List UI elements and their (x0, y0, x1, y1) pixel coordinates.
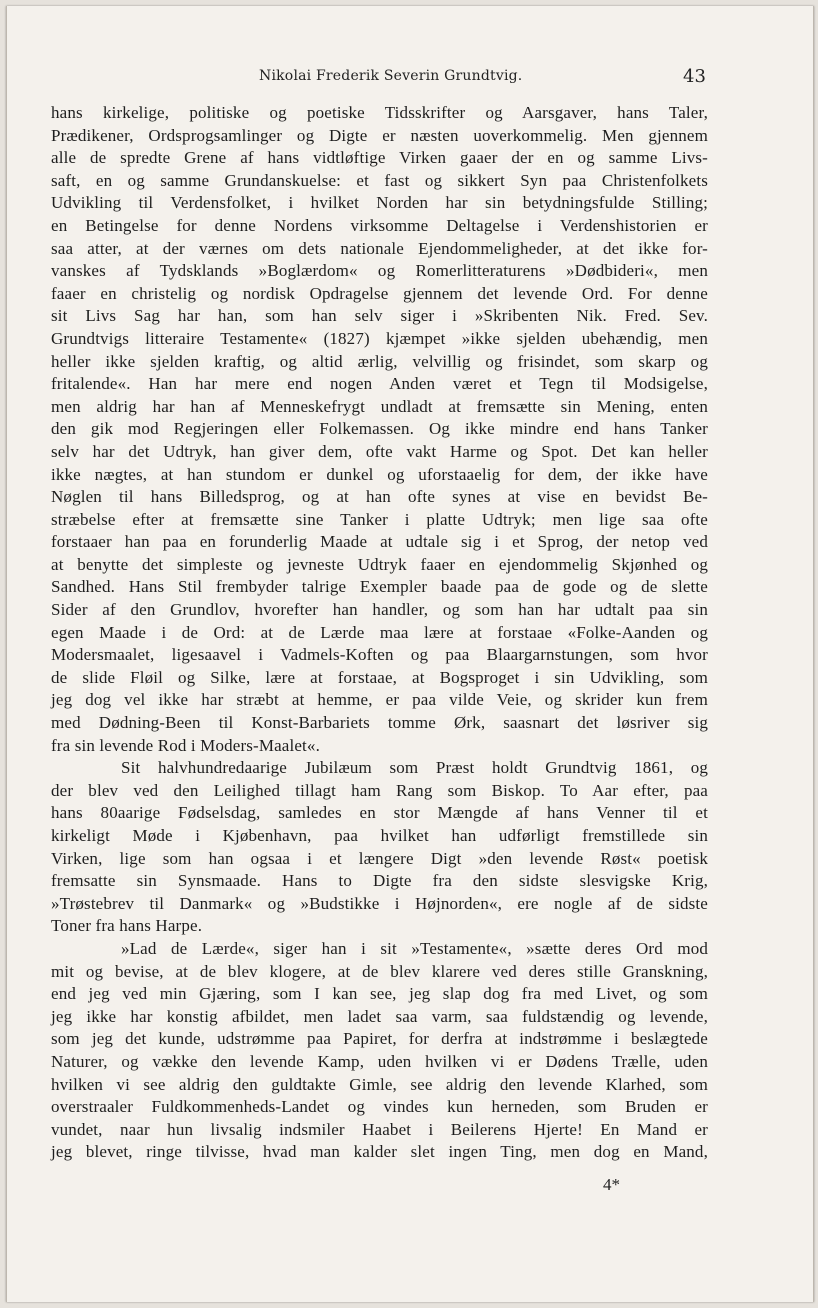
running-title: Nikolai Frederik Severin Grundtvig. (259, 68, 523, 84)
text-line: egen Maade i de Ord: at de Lærde maa lære at forstaae «Folke-Aanden og (51, 622, 708, 642)
text-line: heller ikke sjelden kraftig, og altid ærlig, velvillig og frisindet, som skarp og (51, 351, 708, 371)
text-line: hvilken vi see aldrig den guldtakte Gimle, see aldrig den levende Klarhed, som (51, 1074, 708, 1094)
text-line: Udvikling til Verdensfolket, i hvilket Norden har sin betydningsfulde Stilling; (51, 193, 708, 213)
text-line: Sit halvhundredaarige Jubilæum som Præst holdt Grundtvig 1861, og (121, 758, 708, 778)
text-line: Toner fra hans Harpe. (51, 916, 203, 936)
book-page (6, 6, 814, 1302)
text-line: jeg ikke har konstig afbildet, men ladet saa varm, saa fuldstændig og levende, (51, 1006, 708, 1026)
signature-mark: 4* (603, 1175, 620, 1194)
text-line: Modersmaalet, ligesaavel i Vadmels-Koften og paa Blaargarnstungen, som hvor (51, 645, 708, 665)
text-line: at benytte det simpleste og jevneste Udtryk faaer en ejendommelig Skjønhed og (51, 554, 708, 574)
page-header (7, 66, 813, 90)
body-text (51, 102, 708, 1164)
text-line: stræbelse efter at fremsætte sine Tanker i platte Udtryk; men lige saa ofte (51, 509, 708, 529)
text-line: vanskes af Tydsklands »Boglærdom« og Romerlitteraturens »Dødbideri«, men (51, 261, 708, 281)
text-line: fremsatte sin Synsmaade. Hans to Digte fra den sidste slesvigske Krig, (51, 871, 708, 891)
page-number: 43 (683, 66, 706, 87)
text-line: end jeg ved min Gjæring, som I kan see, jeg slap dog fra med Livet, og som (51, 984, 708, 1004)
text-line: hans 80aarige Fødselsdag, samledes en stor Mængde af hans Venner til et (51, 803, 708, 823)
text-line: fritalende«. Han har mere end nogen Anden været et Tegn til Modsigelse, (51, 374, 708, 394)
text-line: som jeg det kunde, udstrømme paa Papiret, for derfra at indstrømme i beslægtede (51, 1029, 708, 1049)
text-line: Virken, lige som han ogsaa i et længere Digt »den levende Røst« poetisk (51, 848, 708, 868)
text-line: fra sin levende Rod i Moders-Maalet«. (51, 735, 320, 755)
text-line: forstaaer han paa en forunderlig Maade at udtale sig i et Sprog, der netop ved (51, 532, 708, 552)
text-line: overstraaler Fuldkommenheds-Landet og vindes kun herneden, som Bruden er (51, 1097, 708, 1117)
text-line: sit Livs Sag har han, som han selv siger i »Skribenten Nik. Fred. Sev. (51, 306, 708, 326)
text-line: ikke nægtes, at han stundom er dunkel og uforstaaelig for dem, der ikke have (51, 464, 708, 484)
text-line: hans kirkelige, politiske og poetiske Tidsskrifter og Aarsgaver, hans Taler, (51, 103, 708, 122)
text-line: »Trøstebrev til Danmark« og »Budstikke i Højnorden«, ere nogle af de sidste (51, 893, 708, 913)
text-line: den gik mod Regjeringen eller Folkemassen. Og ikke mindre end hans Tanker (51, 419, 708, 439)
text-line: der blev ved den Leilighed tillagt ham Rang som Biskop. To Aar efter, paa (51, 780, 708, 800)
text-line: Sider af den Grundlov, hvorefter han handler, og som han har udtalt paa sin (51, 600, 708, 620)
text-line: mit og bevise, at de blev klogere, at de blev klarere ved deres stille Granskning, (51, 961, 708, 981)
text-line: saft, en og samme Grundanskuelse: et fast og sikkert Syn paa Christenfolkets (51, 170, 708, 190)
text-line: kirkeligt Møde i Kjøbenhavn, paa hvilket han udførligt fremstillede sin (51, 826, 708, 845)
text-line: vundet, naar hun livsalig indsmiler Haabet i Beilerens Hjerte! En Mand er (51, 1119, 708, 1139)
text-line: faaer en christelig og nordisk Opdragelse gjennem det levende Ord. For denne (51, 283, 708, 303)
text-line: Naturer, og vække den levende Kamp, uden hvilken vi er Dødens Trælle, uden (51, 1051, 708, 1071)
text-line: Grundtvigs litteraire Testamente« (1827) kjæmpet »ikke sjelden ubehændig, men (51, 328, 708, 348)
text-line: »Lad de Lærde«, siger han i sit »Testamente«, »sætte deres Ord mod (121, 938, 708, 958)
text-line: Sandhed. Hans Stil frembyder talrige Exempler baade paa de gode og de slette (51, 577, 708, 597)
text-line: Prædikener, Ordsprogsamlinger og Digte er næsten uoverkommelig. Men gjennem (51, 125, 708, 145)
text-line: saa atter, at der værnes om dets nationale Ejendommeligheder, at det ikke for- (51, 238, 708, 258)
text-line: jeg blevet, ringe tilvisse, hvad man kalder slet ingen Ting, men dog en Mand, (51, 1142, 708, 1162)
text-line: selv har det Udtryk, han giver dem, ofte vakt Harme og Spot. Det kan heller (51, 441, 708, 461)
text-line: Nøglen til hans Billedsprog, og at han ofte synes at vise en bevidst Be- (51, 487, 708, 507)
text-line: alle de spredte Grene af hans vidtløftige Virken gaaer der en og samme Livs- (51, 148, 708, 168)
text-line: med Dødning-Been til Konst-Barbariets tomme Ørk, saasnart det løsriver sig (51, 713, 708, 733)
text-line: men aldrig har han af Menneskefrygt undladt at fremsætte sin Mening, enten (51, 396, 708, 416)
text-line: de slide Fløil og Silke, lære at forstaae, at Bogsproget i sin Udvikling, som (51, 667, 708, 687)
text-line: jeg dog vel ikke har stræbt at hemme, er paa vilde Veie, og skrider kun frem (51, 690, 708, 710)
text-line: en Betingelse for denne Nordens virksomme Deltagelse i Verdenshistorien er (51, 215, 708, 235)
